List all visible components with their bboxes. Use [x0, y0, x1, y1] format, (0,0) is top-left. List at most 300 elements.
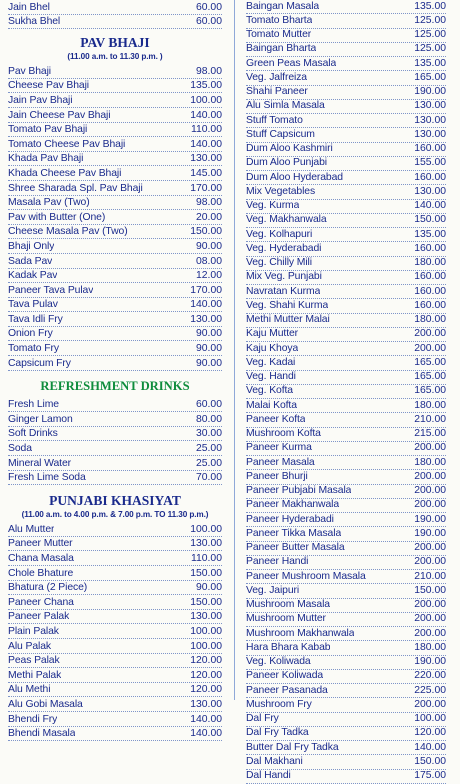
menu-item-row: [246, 513, 446, 527]
menu-item-name: Veg. Hyderabadi: [246, 242, 322, 254]
menu-item-row: [246, 485, 446, 499]
menu-item-row: [8, 668, 222, 683]
menu-item-row: [246, 185, 446, 199]
menu-item-row: [246, 542, 446, 556]
menu-item-row: [246, 442, 446, 456]
menu-item-name: Bhendi Fry: [8, 713, 58, 725]
menu-item-row: [8, 441, 222, 456]
menu-item-row: [8, 624, 222, 639]
menu-item-row: [246, 342, 446, 356]
menu-item-name: Shree Sharada Spl. Pav Bhaji: [8, 182, 143, 194]
menu-item-price: 125.00: [414, 14, 446, 26]
menu-item-row: [246, 713, 446, 727]
menu-item-price: 220.00: [414, 670, 446, 682]
menu-item-name: Tomato Fry: [8, 343, 59, 355]
menu-item-price: 180.00: [414, 314, 446, 326]
menu-item-row: [246, 128, 446, 142]
menu-item-row: [246, 143, 446, 157]
menu-item-name: Mushroom Makhanwala: [246, 627, 355, 639]
column-divider: [234, 0, 235, 700]
menu-item-price: 135.00: [414, 0, 446, 12]
menu-item-row: [8, 712, 222, 727]
menu-item-price: 160.00: [414, 271, 446, 283]
menu-item-price: 110.00: [190, 124, 222, 136]
menu-item-name: Veg. Makhanwala: [246, 214, 327, 226]
menu-item-row: [8, 137, 222, 152]
menu-item-price: 130.00: [414, 100, 446, 112]
menu-item-row: [8, 327, 222, 342]
menu-item-price: 200.00: [414, 442, 446, 454]
menu-item-name: Alu Methi: [8, 684, 51, 696]
menu-item-price: 140.00: [190, 138, 222, 150]
menu-item-row: [246, 627, 446, 641]
menu-item-price: 130.00: [190, 611, 222, 623]
menu-item-name: Tomato Bharta: [246, 14, 313, 26]
menu-item-price: 25.00: [195, 457, 222, 469]
menu-item-row: [246, 399, 446, 413]
menu-item-row: [246, 656, 446, 670]
menu-item-price: 140.00: [190, 713, 222, 725]
menu-item-row: [246, 228, 446, 242]
menu-item-price: 98.00: [195, 197, 222, 209]
menu-item-price: 190.00: [414, 527, 446, 539]
menu-item-price: 150.00: [414, 584, 446, 596]
menu-item-price: 125.00: [414, 29, 446, 41]
menu-item-price: 100.00: [190, 523, 222, 535]
menu-item-row: [246, 86, 446, 100]
pav-bhaji-list: [8, 64, 222, 370]
menu-item-name: Veg. Kurma: [246, 200, 300, 212]
punjabi-list: [8, 522, 222, 741]
menu-item-name: Mix Vegetables: [246, 185, 316, 197]
menu-item-name: Jain Bhel: [8, 1, 50, 13]
menu-item-name: Dum Aloo Punjabi: [246, 157, 327, 169]
menu-item-row: [246, 214, 446, 228]
menu-item-price: 200.00: [414, 470, 446, 482]
menu-item-name: Paneer Tava Pulav: [8, 284, 94, 296]
menu-item-row: [246, 242, 446, 256]
menu-item-name: Jain Pav Bhaji: [8, 94, 73, 106]
menu-item-name: Khada Pav Bhaji: [8, 153, 84, 165]
menu-item-name: Paneer Pasanada: [246, 684, 328, 696]
menu-item-price: 210.00: [414, 413, 446, 425]
menu-item-name: Jain Cheese Pav Bhaji: [8, 109, 111, 121]
menu-item-row: [8, 269, 222, 284]
menu-item-price: 110.00: [190, 553, 222, 564]
menu-item-name: Tomato Mutter: [246, 29, 312, 41]
menu-item-price: 150.00: [414, 755, 446, 767]
menu-item-name: Ginger Lamon: [8, 413, 73, 425]
menu-item-row: [8, 108, 222, 123]
menu-item-row: [8, 566, 222, 581]
menu-item-price: 150.00: [414, 214, 446, 226]
menu-item-price: 100.00: [190, 640, 222, 652]
menu-item-name: Alu Mutter: [8, 523, 55, 535]
menu-item-row: [8, 166, 222, 181]
menu-item-name: Sukha Bhel: [8, 16, 61, 28]
menu-item-price: 130.00: [414, 128, 446, 140]
menu-item-row: [246, 556, 446, 570]
menu-item-price: 180.00: [414, 641, 446, 653]
menu-item-name: Tava Idli Fry: [8, 313, 63, 325]
menu-item-price: 200.00: [414, 342, 446, 354]
menu-item-row: [8, 683, 222, 698]
menu-item-name: Veg. Jalfreiza: [246, 71, 307, 83]
menu-item-row: [246, 499, 446, 513]
menu-item-row: [8, 654, 222, 669]
menu-item-price: 165.00: [414, 385, 446, 397]
menu-item-price: 12.00: [195, 270, 222, 282]
menu-item-name: Veg. Kolhapuri: [246, 228, 313, 240]
menu-item-price: 200.00: [414, 485, 446, 497]
menu-item-price: 165.00: [414, 356, 446, 368]
menu-item-row: [8, 581, 222, 596]
menu-item-row: [246, 43, 446, 57]
menu-item-price: 215.00: [414, 428, 446, 440]
menu-item-price: 170.00: [190, 182, 222, 194]
menu-item-price: 25.00: [195, 443, 222, 455]
menu-item-price: 200.00: [414, 627, 446, 639]
menu-item-price: 150.00: [190, 567, 222, 579]
menu-item-name: Mushroom Masala: [246, 599, 330, 611]
menu-item-name: Dal Makhani: [246, 755, 303, 767]
menu-item-price: 145.00: [190, 167, 222, 179]
menu-item-name: Mushroom Mutter: [246, 613, 326, 625]
menu-item-price: 140.00: [414, 200, 446, 212]
menu-item-row: [8, 123, 222, 138]
menu-item-name: Dum Aloo Kashmiri: [246, 143, 333, 155]
menu-item-row: [8, 93, 222, 108]
menu-item-name: Chana Masala: [8, 553, 74, 564]
section-time-punjabi: (11.00 a.m. to 4.00 p.m. & 7.00 p.m. TO 11.30 p.m.): [21, 510, 209, 520]
menu-item-name: Methi Mutter Malai: [246, 314, 330, 326]
menu-item-row: [246, 470, 446, 484]
menu-item-price: 130.00: [190, 313, 222, 325]
menu-item-row: [246, 356, 446, 370]
section-time-pav-bhaji: (11.00 a.m. to 11.30 p.m. ): [67, 52, 163, 62]
menu-item-row: [246, 456, 446, 470]
menu-item-row: [8, 312, 222, 327]
menu-item-row: [246, 684, 446, 698]
menu-item-price: 140.00: [190, 109, 222, 121]
bhel-list: [8, 0, 222, 29]
menu-item-name: Paneer Makhanwala: [246, 499, 340, 511]
menu-item-name: Masala Pav (Two): [8, 197, 90, 209]
menu-item-name: Tomato Cheese Pav Bhaji: [8, 138, 126, 150]
menu-item-row: [8, 210, 222, 225]
menu-item-row: [246, 755, 446, 769]
menu-item-name: Veg. Jaipuri: [246, 584, 300, 596]
menu-item-price: 20.00: [195, 211, 222, 223]
menu-item-price: 08.00: [195, 255, 222, 267]
menu-item-name: Soda: [8, 443, 32, 455]
menu-item-row: [246, 413, 446, 427]
menu-item-price: 165.00: [414, 371, 446, 383]
section-title-pav-bhaji: PAV BHAJI: [80, 35, 150, 51]
menu-item-name: Dal Fry Tadka: [246, 727, 309, 739]
menu-item-price: 120.00: [190, 655, 222, 667]
menu-item-name: Paneer Tikka Masala: [246, 527, 342, 539]
menu-item-name: Dum Aloo Hyderabad: [246, 171, 343, 183]
menu-item-row: [8, 79, 222, 94]
menu-item-price: 210.00: [414, 570, 446, 582]
menu-item-name: Paneer Masala: [246, 456, 315, 468]
menu-item-price: 125.00: [414, 43, 446, 55]
menu-item-name: Paneer Kofta: [246, 413, 306, 425]
menu-item-name: Paneer Pubjabi Masala: [246, 485, 352, 497]
menu-item-row: [8, 471, 222, 486]
menu-item-name: Paneer Mutter: [8, 538, 73, 550]
menu-item-price: 120.00: [414, 727, 446, 739]
menu-item-row: [8, 551, 222, 566]
menu-item-name: Paneer Koliwada: [246, 670, 324, 682]
menu-item-price: 60.00: [195, 1, 222, 13]
menu-item-price: 60.00: [195, 399, 222, 411]
menu-item-row: [246, 71, 446, 85]
menu-item-row: [246, 741, 446, 755]
menu-item-name: Soft Drinks: [8, 428, 58, 440]
menu-item-price: 130.00: [190, 698, 222, 710]
menu-item-row: [246, 641, 446, 655]
menu-item-name: Capsicum Fry: [8, 357, 71, 369]
menu-item-row: [246, 171, 446, 185]
menu-item-row: [8, 639, 222, 654]
menu-item-price: 130.00: [414, 185, 446, 197]
menu-item-name: Dal Fry: [246, 713, 279, 725]
menu-item-name: Hara Bhara Kabab: [246, 641, 331, 653]
menu-item-name: Bhaji Only: [8, 240, 55, 252]
menu-item-price: 200.00: [414, 556, 446, 568]
menu-item-row: [246, 257, 446, 271]
menu-item-name: Paneer Handi: [246, 556, 309, 568]
menu-item-row: [246, 770, 446, 784]
menu-item-name: Veg. Chilly Mili: [246, 257, 312, 269]
menu-item-row: [246, 527, 446, 541]
menu-item-name: Fresh Lime: [8, 399, 59, 411]
menu-item-name: Mineral Water: [8, 457, 71, 469]
menu-item-row: [246, 200, 446, 214]
menu-item-row: [8, 152, 222, 167]
menu-item-row: [246, 584, 446, 598]
menu-item-name: Cheese Pav Bhaji: [8, 80, 89, 92]
menu-item-name: Shahi Paneer: [246, 86, 308, 98]
menu-item-price: 170.00: [190, 284, 222, 296]
menu-item-price: 100.00: [190, 625, 222, 637]
left-column: [8, 0, 222, 741]
menu-item-price: 180.00: [414, 399, 446, 411]
menu-item-price: 100.00: [414, 713, 446, 725]
menu-item-name: Kaju Mutter: [246, 328, 299, 340]
menu-item-name: Paneer Butter Masala: [246, 542, 345, 554]
menu-item-name: Cheese Masala Pav (Two): [8, 226, 128, 238]
menu-item-row: [8, 537, 222, 552]
menu-item-price: 175.00: [414, 770, 446, 782]
menu-item-row: [246, 599, 446, 613]
menu-item-price: 120.00: [190, 669, 222, 681]
menu-item-name: Paneer Mushroom Masala: [246, 570, 366, 582]
menu-item-row: [8, 412, 222, 427]
menu-item-price: 30.00: [195, 428, 222, 440]
menu-item-price: 130.00: [414, 114, 446, 126]
menu-item-name: Mushroom Kofta: [246, 428, 321, 440]
menu-item-row: [246, 328, 446, 342]
menu-item-name: Stuff Capsicum: [246, 128, 315, 140]
menu-item-price: 98.00: [195, 65, 222, 77]
menu-item-name: Pav Bhaji: [8, 65, 51, 77]
menu-item-name: Alu Palak: [8, 640, 51, 652]
menu-item-price: 180.00: [414, 456, 446, 468]
menu-item-price: 180.00: [414, 257, 446, 269]
menu-item-name: Paneer Hyderabadi: [246, 513, 334, 525]
menu-item-price: 200.00: [414, 613, 446, 625]
menu-item-name: Malai Kofta: [246, 399, 297, 411]
menu-item-name: Veg. Shahi Kurma: [246, 299, 329, 311]
menu-item-name: Baingan Bharta: [246, 43, 317, 55]
menu-item-row: [246, 0, 446, 14]
menu-item-price: 190.00: [414, 513, 446, 525]
menu-item-row: [8, 225, 222, 240]
section-title-punjabi: PUNJABI KHASIYAT: [49, 493, 181, 509]
menu-item-name: Sada Pav: [8, 255, 53, 267]
menu-item-row: [246, 314, 446, 328]
menu-item-price: 130.00: [190, 153, 222, 165]
menu-item-name: Peas Palak: [8, 655, 60, 667]
menu-item-price: 80.00: [195, 413, 222, 425]
punjabi-list-continued: [246, 0, 446, 784]
menu-item-price: 225.00: [414, 684, 446, 696]
menu-item-name: Veg. Handi: [246, 371, 296, 383]
menu-item-row: [246, 271, 446, 285]
menu-item-row: [8, 181, 222, 196]
menu-item-row: [8, 595, 222, 610]
menu-item-row: [8, 0, 222, 15]
menu-item-row: [246, 14, 446, 28]
menu-item-price: 90.00: [195, 582, 222, 594]
menu-item-name: Pav with Butter (One): [8, 211, 106, 223]
menu-item-price: 140.00: [190, 299, 222, 311]
menu-item-name: Veg. Koliwada: [246, 656, 311, 668]
menu-item-row: [8, 298, 222, 313]
menu-item-row: [246, 727, 446, 741]
menu-item-name: Paneer Kurma: [246, 442, 312, 454]
menu-item-name: Mix Veg. Punjabi: [246, 271, 322, 283]
menu-item-name: Veg. Kadai: [246, 356, 296, 368]
menu-item-name: Mushroom Fry: [246, 698, 312, 710]
menu-item-price: 160.00: [414, 242, 446, 254]
menu-item-price: 165.00: [414, 71, 446, 83]
menu-item-price: 90.00: [195, 357, 222, 369]
menu-item-row: [246, 157, 446, 171]
menu-item-price: 135.00: [190, 80, 222, 92]
menu-item-row: [8, 196, 222, 211]
menu-item-price: 160.00: [414, 299, 446, 311]
menu-item-name: Tava Pulav: [8, 299, 58, 311]
menu-item-row: [246, 698, 446, 712]
menu-item-price: 160.00: [414, 171, 446, 183]
menu-item-price: 90.00: [195, 343, 222, 355]
menu-item-name: Veg. Kofta: [246, 385, 293, 397]
menu-item-row: [246, 299, 446, 313]
menu-item-price: 200.00: [414, 599, 446, 611]
menu-item-name: Alu Gobi Masala: [8, 698, 83, 710]
menu-item-row: [246, 57, 446, 71]
menu-item-row: [8, 522, 222, 537]
menu-item-name: Kaju Khoya: [246, 342, 299, 354]
menu-item-price: 160.00: [414, 143, 446, 155]
menu-item-row: [8, 239, 222, 254]
menu-item-name: Baingan Masala: [246, 0, 320, 12]
menu-item-row: [246, 371, 446, 385]
menu-item-row: [246, 114, 446, 128]
menu-item-price: 120.00: [190, 684, 222, 696]
menu-item-row: [8, 15, 222, 30]
menu-item-name: Stuff Tomato: [246, 114, 303, 126]
menu-item-row: [8, 64, 222, 79]
menu-item-price: 90.00: [195, 328, 222, 340]
menu-item-name: Tomato Pav Bhaji: [8, 124, 88, 136]
menu-item-name: Paneer Palak: [8, 611, 70, 623]
menu-item-price: 90.00: [195, 240, 222, 252]
menu-item-name: Khada Cheese Pav Bhaji: [8, 167, 122, 179]
menu-item-price: 200.00: [414, 542, 446, 554]
menu-item-price: 200.00: [414, 499, 446, 511]
menu-item-name: Methi Palak: [8, 669, 62, 681]
menu-item-name: Bhendi Masala: [8, 728, 76, 740]
menu-item-row: [8, 427, 222, 442]
menu-item-row: [246, 285, 446, 299]
menu-item-row: [246, 100, 446, 114]
menu-item-name: Dal Handi: [246, 770, 291, 782]
menu-item-row: [8, 341, 222, 356]
menu-item-row: [246, 613, 446, 627]
menu-item-price: 190.00: [414, 656, 446, 668]
menu-item-price: 135.00: [414, 57, 446, 69]
menu-item-name: Chole Bhature: [8, 567, 74, 579]
menu-item-price: 130.00: [190, 538, 222, 550]
menu-item-name: Plain Palak: [8, 625, 59, 637]
menu-item-price: 155.00: [414, 157, 446, 169]
menu-item-name: Bhatura (2 Piece): [8, 582, 88, 594]
menu-item-price: 100.00: [190, 94, 222, 106]
menu-item-row: [246, 428, 446, 442]
menu-item-price: 150.00: [190, 596, 222, 608]
menu-item-price: 140.00: [190, 728, 222, 740]
menu-item-price: 160.00: [414, 285, 446, 297]
menu-item-name: Kadak Pav: [8, 270, 58, 282]
menu-item-name: Fresh Lime Soda: [8, 472, 86, 484]
menu-item-row: [8, 356, 222, 371]
menu-item-price: 200.00: [414, 698, 446, 710]
menu-item-row: [8, 254, 222, 269]
menu-item-name: Butter Dal Fry Tadka: [246, 741, 339, 753]
menu-item-row: [246, 29, 446, 43]
menu-item-row: [8, 456, 222, 471]
menu-item-name: Paneer Chana: [8, 596, 74, 608]
menu-item-price: 190.00: [414, 86, 446, 98]
menu-item-price: 60.00: [195, 16, 222, 28]
section-title-refreshment: REFRESHMENT DRINKS: [40, 378, 190, 393]
menu-item-price: 150.00: [190, 226, 222, 238]
menu-item-row: [246, 670, 446, 684]
menu-item-price: 200.00: [414, 328, 446, 340]
menu-item-row: [8, 283, 222, 298]
menu-item-name: Alu Simla Masala: [246, 100, 325, 112]
menu-item-row: [8, 610, 222, 625]
menu-item-row: [246, 385, 446, 399]
right-column: [246, 0, 446, 784]
menu-item-row: [8, 398, 222, 413]
menu-item-price: 135.00: [414, 228, 446, 240]
